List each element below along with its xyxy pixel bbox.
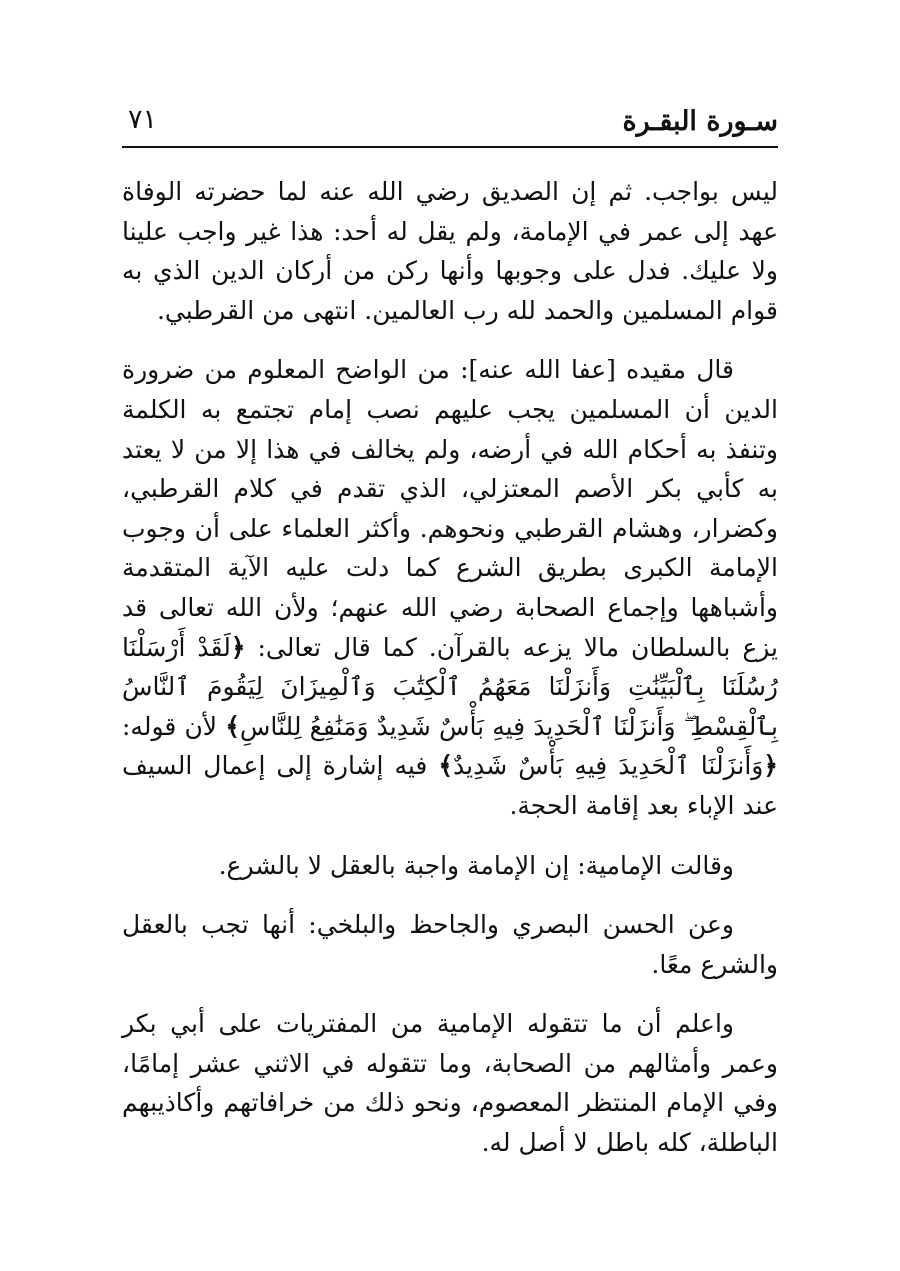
paragraph-3: وقالت الإمامية: إن الإمامة واجبة بالعقل لا بالشرع. bbox=[218, 850, 734, 880]
quran-close-bracket: ﴾ bbox=[438, 751, 454, 781]
page-number: ٧١ bbox=[128, 104, 158, 135]
quran-open-bracket: ﴿ bbox=[230, 632, 246, 662]
quran-close-bracket: ﴾ bbox=[225, 711, 240, 741]
paragraph-2 bbox=[122, 350, 778, 825]
paragraph-1: ليس بواجب. ثم إن الصديق رضي الله عنه لما حضرته الوفاة عهد إلى عمر في الإمامة، ولم يقل له أحد: هذا غير واجب علينا ولا عليك. فدل على وجوبها وأنها ركن من أركان الدين الذي به قوام المسلمين والحمد لله رب العالمين. انتهى من القرطبي. bbox=[122, 177, 778, 325]
quran-verse-1: لَقَدْ أَرْسَلْنَا رُسُلَنَا بِٱلْبَيِّنَٰتِ وَأَنزَلْنَا مَعَهُمُ ٱلْكِتَٰبَ وَٱلْمِيزَانَ لِيَقُومَ ٱلنَّاسُ بِٱلْقِسْطِ ۖ وَأَنزَلْنَا ٱلْحَدِيدَ فِيهِ بَأْسٌ شَدِيدٌ وَمَنَٰفِعُ لِلنَّاسِ bbox=[122, 632, 779, 741]
quran-verse-2: وَأَنزَلْنَا ٱلْحَدِيدَ فِيهِ بَأْسٌ شَدِيدٌ bbox=[453, 751, 764, 781]
paragraph-2-text-c: فيه إشارة إلى إعمال السيف عند الإباء بعد إقامة الحجة. bbox=[122, 751, 778, 820]
paragraph-5: واعلم أن ما تتقوله الإمامية من المفتريات على أبي بكر وعمر وأمثالهم من الصحابة، وما تتقوله في الاثني عشر إمامًا، وفي الإمام المنتظر المعصوم، ونحو ذلك من خرافاتهم وأكاذيبهم الباطلة، كله باطل لا أصل له. bbox=[122, 1009, 778, 1158]
paragraph-2-text-a: قال مقيده [عفا الله عنه]: من الواضح المعلوم من ضرورة الدين أن المسلمين يجب عليهم نصب إمام تجتمع به الكلمة وتنفذ به أحكام الله في أرضه، ولم يخالف في هذا إلا من لا يعتد به كأبي بكر الأصم المعتزلي، الذي تقدم في كلام القرطبي، وكضرار، وهشام القرطبي ونحوهم. وأكثر العلماء على أن وجوب الإمامة الكبرى بطريق الشرع كما دلت عليه الآية المتقدمة وأشباهها وإجماع الصحابة رضي الله عنهم؛ ولأن الله تعالى قد يزع بالسلطان مالا يزعه بالقرآن. كما قال تعالى: bbox=[122, 355, 778, 662]
page-body bbox=[122, 172, 778, 1163]
surah-title: سـورة البقـرة bbox=[622, 106, 778, 137]
book-page bbox=[122, 100, 778, 1163]
paragraph-2-text-b: لأن قوله: bbox=[122, 711, 218, 741]
quran-open-bracket: ﴿ bbox=[763, 751, 779, 781]
page-header bbox=[122, 100, 778, 148]
paragraph-4: وعن الحسن البصري والجاحظ والبلخي: أنها تجب بالعقل والشرع معًا. bbox=[122, 910, 778, 979]
